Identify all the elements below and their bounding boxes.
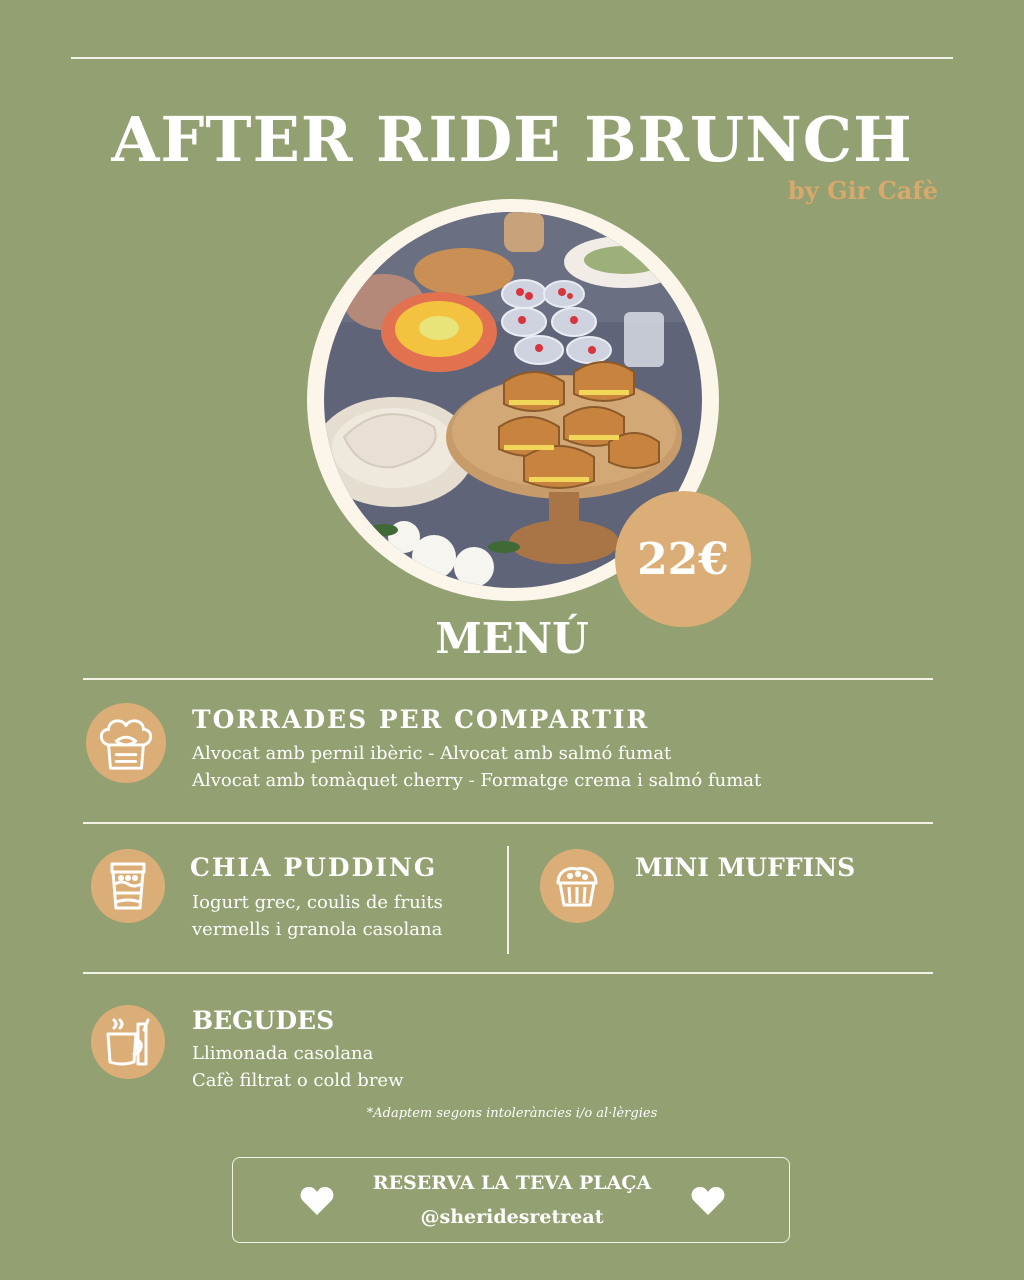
torrades-line-2: Alvocat amb tomàquet cherry - Formatge crema i salmó fumat [192, 770, 762, 791]
chia-title: CHIA PUDDING [190, 853, 438, 882]
drinks-icon [102, 1016, 154, 1068]
menu-divider-2 [83, 822, 933, 824]
menu-divider-1 [83, 678, 933, 680]
muffin-icon [552, 861, 602, 911]
drinks-icon-badge [91, 1005, 165, 1079]
muffins-title: MINI MUFFINS [635, 853, 856, 882]
torrades-title: TORRADES PER COMPARTIR [192, 705, 650, 734]
byline: by Gir Cafè [788, 176, 938, 205]
chia-line-1: Iogurt grec, coulis de fruits [192, 892, 443, 913]
yogurt-cup-icon-badge [91, 849, 165, 923]
begudes-line-1: Llimonada casolana [192, 1043, 374, 1064]
chef-hat-icon [95, 712, 157, 774]
top-divider [71, 57, 953, 59]
menu-heading: MENÚ [435, 614, 589, 663]
heart-icon [691, 1186, 725, 1216]
vertical-divider [507, 846, 509, 954]
muffin-icon-badge [540, 849, 614, 923]
reserve-box[interactable] [232, 1157, 790, 1243]
instagram-handle[interactable]: @sheridesretreat [420, 1206, 604, 1228]
begudes-line-2: Cafè filtrat o cold brew [192, 1070, 404, 1091]
yogurt-cup-icon [104, 860, 152, 912]
begudes-title: BEGUDES [192, 1006, 335, 1035]
page-title: AFTER RIDE BRUNCH [111, 103, 913, 176]
reserve-label: RESERVA LA TEVA PLAÇA [372, 1172, 652, 1194]
menu-divider-3 [83, 972, 933, 974]
torrades-line-1: Alvocat amb pernil ibèric - Alvocat amb salmó fumat [192, 743, 672, 764]
price-badge: 22€ [615, 491, 751, 627]
chia-line-2: vermells i granola casolana [192, 919, 443, 940]
allergy-note: *Adaptem segons intoleràncies i/o al·lèrgies [366, 1106, 658, 1121]
chef-hat-icon-badge [86, 703, 166, 783]
